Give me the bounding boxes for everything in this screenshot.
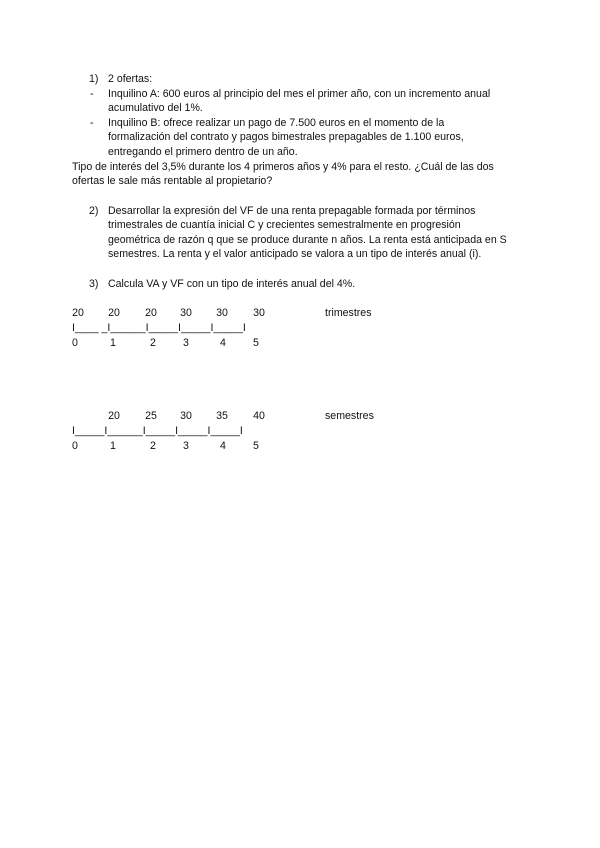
timeline2-unit: semestres xyxy=(325,410,374,422)
q1-bullet-a-line-2: acumulativo del 1%. xyxy=(108,102,203,114)
timeline2-period: 0 xyxy=(72,440,78,452)
timeline2-amount: 30 xyxy=(180,410,192,422)
q1-bullet-a-dash: - xyxy=(90,88,94,100)
timeline1-period: 1 xyxy=(110,337,116,349)
q1-title: 2 ofertas: xyxy=(108,73,153,85)
timeline1-amount: 20 xyxy=(72,307,84,319)
timeline2-amount: 35 xyxy=(216,410,228,422)
timeline1-amount: 20 xyxy=(145,307,157,319)
timeline2-period: 4 xyxy=(220,440,226,452)
timeline1-amount: 30 xyxy=(216,307,228,319)
q1-bullet-b-line-1: Inquilino B: ofrece realizar un pago de 7.500 euros en el momento de la xyxy=(108,117,445,129)
q1-question-line-2: ofertas le sale más rentable al propietario? xyxy=(72,175,273,187)
timeline2-amount: 20 xyxy=(108,410,120,422)
timeline1-period: 3 xyxy=(183,337,189,349)
timeline2-axis: I_____I______I_____I_____I_____I xyxy=(72,425,243,437)
timeline2-period: 5 xyxy=(253,440,259,452)
timeline2-period: 2 xyxy=(150,440,156,452)
timeline2-amount: 40 xyxy=(253,410,265,422)
q1-bullet-a-line-1: Inquilino A: 600 euros al principio del mes el primer año, con un incremento anual xyxy=(108,88,491,100)
q1-number: 1) xyxy=(89,73,99,85)
q1-question-line-1: Tipo de interés del 3,5% durante los 4 primeros años y 4% para el resto. ¿Cuál de las dos xyxy=(72,161,494,173)
q2-text-line-3: geométrica de razón q que se produce durante n años. La renta está anticipada en S xyxy=(108,234,507,246)
timeline2-period: 3 xyxy=(183,440,189,452)
timeline1-period: 4 xyxy=(220,337,226,349)
timeline1-amount: 30 xyxy=(180,307,192,319)
timeline1-period: 5 xyxy=(253,337,259,349)
timeline1-unit: trimestres xyxy=(325,307,372,319)
timeline1-period: 0 xyxy=(72,337,78,349)
timeline1-amount: 20 xyxy=(108,307,120,319)
q3-text: Calcula VA y VF con un tipo de interés anual del 4%. xyxy=(108,278,356,290)
q1-bullet-b-line-2: formalización del contrato y pagos bimestrales prepagables de 1.100 euros, xyxy=(108,131,464,143)
q2-text-line-1: Desarrollar la expresión del VF de una renta prepagable formada por términos xyxy=(108,205,476,217)
q2-number: 2) xyxy=(89,205,99,217)
q3-number: 3) xyxy=(89,278,99,290)
timeline2-period: 1 xyxy=(110,440,116,452)
q1-bullet-b-line-3: entregando el primero dentro de un año. xyxy=(108,146,298,158)
timeline1-period: 2 xyxy=(150,337,156,349)
timeline1-amount: 30 xyxy=(253,307,265,319)
q2-text-line-4: semestres. La renta y el valor anticipado se valora a un tipo de interés anual (i). xyxy=(108,248,482,260)
timeline2-amount: 25 xyxy=(145,410,157,422)
q2-text-line-2: trimestrales de cuantía inicial C y crecientes semestralmente en progresión xyxy=(108,219,461,231)
timeline1-axis: I____ _I______I_____I_____I_____I xyxy=(72,322,246,334)
q1-bullet-b-dash: - xyxy=(90,117,94,129)
